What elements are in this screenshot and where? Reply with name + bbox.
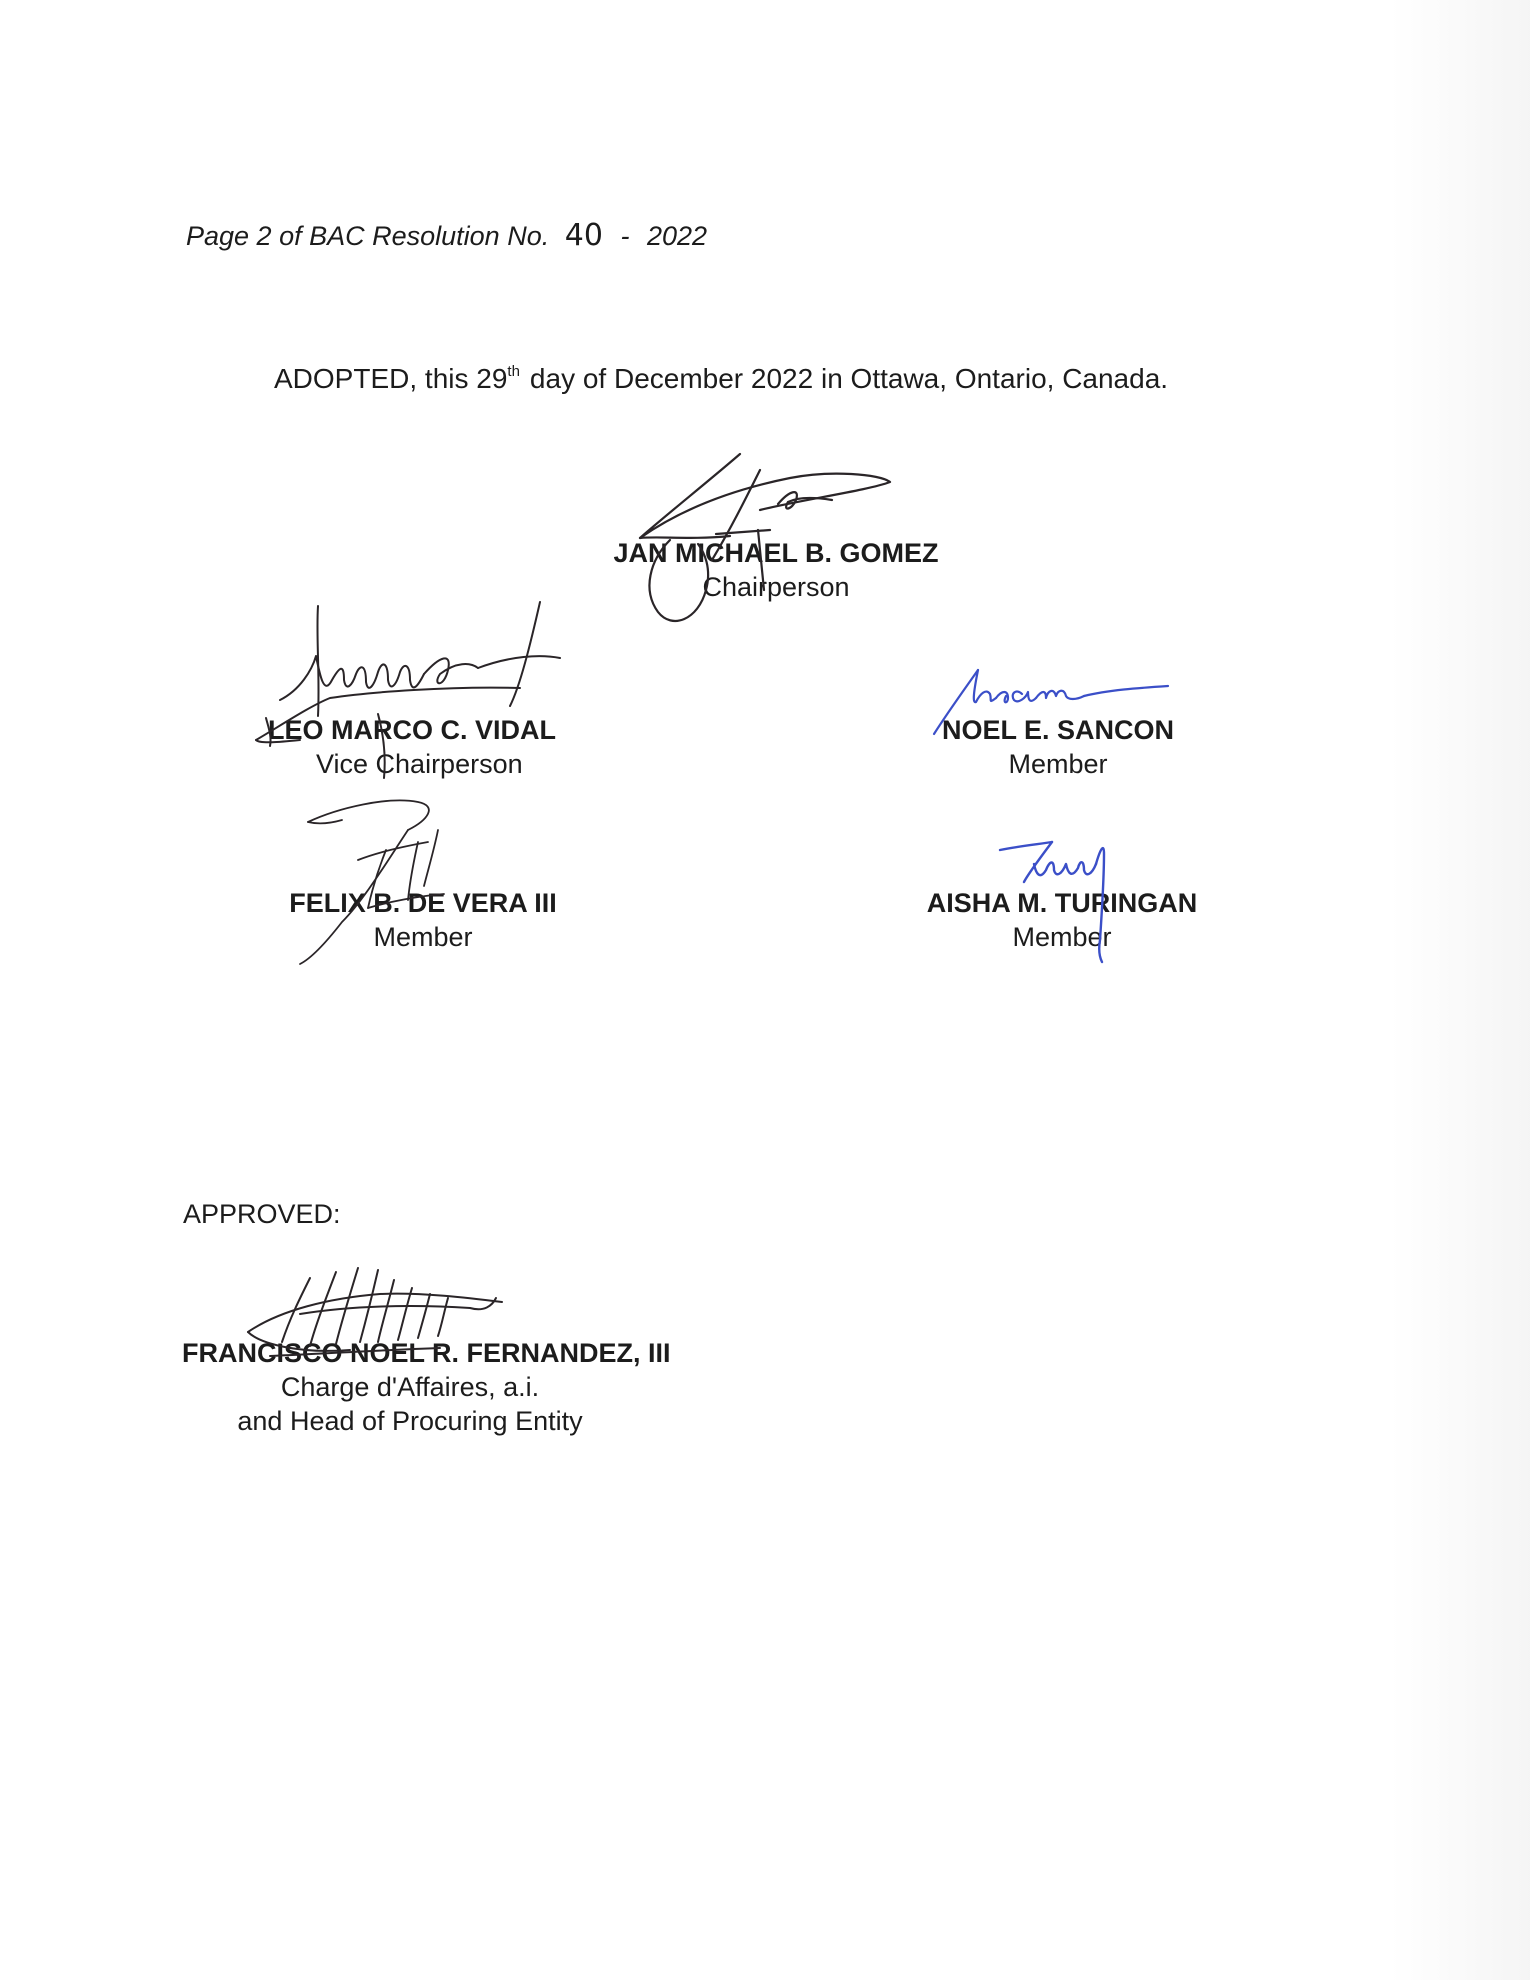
devera-name: FELIX B. DE VERA III bbox=[289, 888, 557, 918]
devera-signature-image bbox=[268, 790, 508, 970]
scan-edge-shadow bbox=[1390, 0, 1530, 1980]
adopted-ordinal: th bbox=[507, 363, 520, 380]
adopted-text-end: day of December 2022 in Ottawa, Ontario, Canada. bbox=[529, 363, 1169, 394]
adopted-text-start: ADOPTED, this 29 bbox=[274, 363, 508, 394]
page-header bbox=[186, 218, 707, 253]
approver-name: FRANCISCO NOEL R. FERNANDEZ, III bbox=[182, 1338, 671, 1368]
sancon-name: NOEL E. SANCON bbox=[941, 715, 1175, 745]
approver-signature-image bbox=[240, 1258, 540, 1378]
sancon-signature-image bbox=[918, 660, 1178, 740]
header-separator: - bbox=[620, 221, 630, 251]
approver-role-line1: Charge d'Affaires, a.i. bbox=[280, 1372, 540, 1402]
chair-role: Chairperson bbox=[702, 572, 850, 602]
turingan-role: Member bbox=[1012, 922, 1112, 952]
approved-label: APPROVED: bbox=[183, 1199, 341, 1229]
vice-chair-name: LEO MARCO C. VIDAL bbox=[268, 715, 556, 745]
devera-role: Member bbox=[373, 922, 473, 952]
turingan-name: AISHA M. TURINGAN bbox=[926, 888, 1198, 918]
approver-role-line2: and Head of Procuring Entity bbox=[237, 1406, 583, 1436]
resolution-number: 40 bbox=[564, 218, 603, 253]
chair-name: JAN MICHAEL B. GOMEZ bbox=[613, 538, 939, 568]
header-prefix: Page 2 of BAC Resolution No. bbox=[186, 221, 550, 251]
sancon-role: Member bbox=[1008, 749, 1108, 779]
vice-chair-signature-image bbox=[220, 596, 580, 796]
adopted-statement bbox=[274, 363, 1168, 395]
vice-chair-role: Vice Chairperson bbox=[316, 749, 523, 779]
chair-signature-image bbox=[620, 440, 920, 650]
turingan-signature-image bbox=[990, 830, 1150, 970]
header-year: 2022 bbox=[646, 221, 708, 251]
